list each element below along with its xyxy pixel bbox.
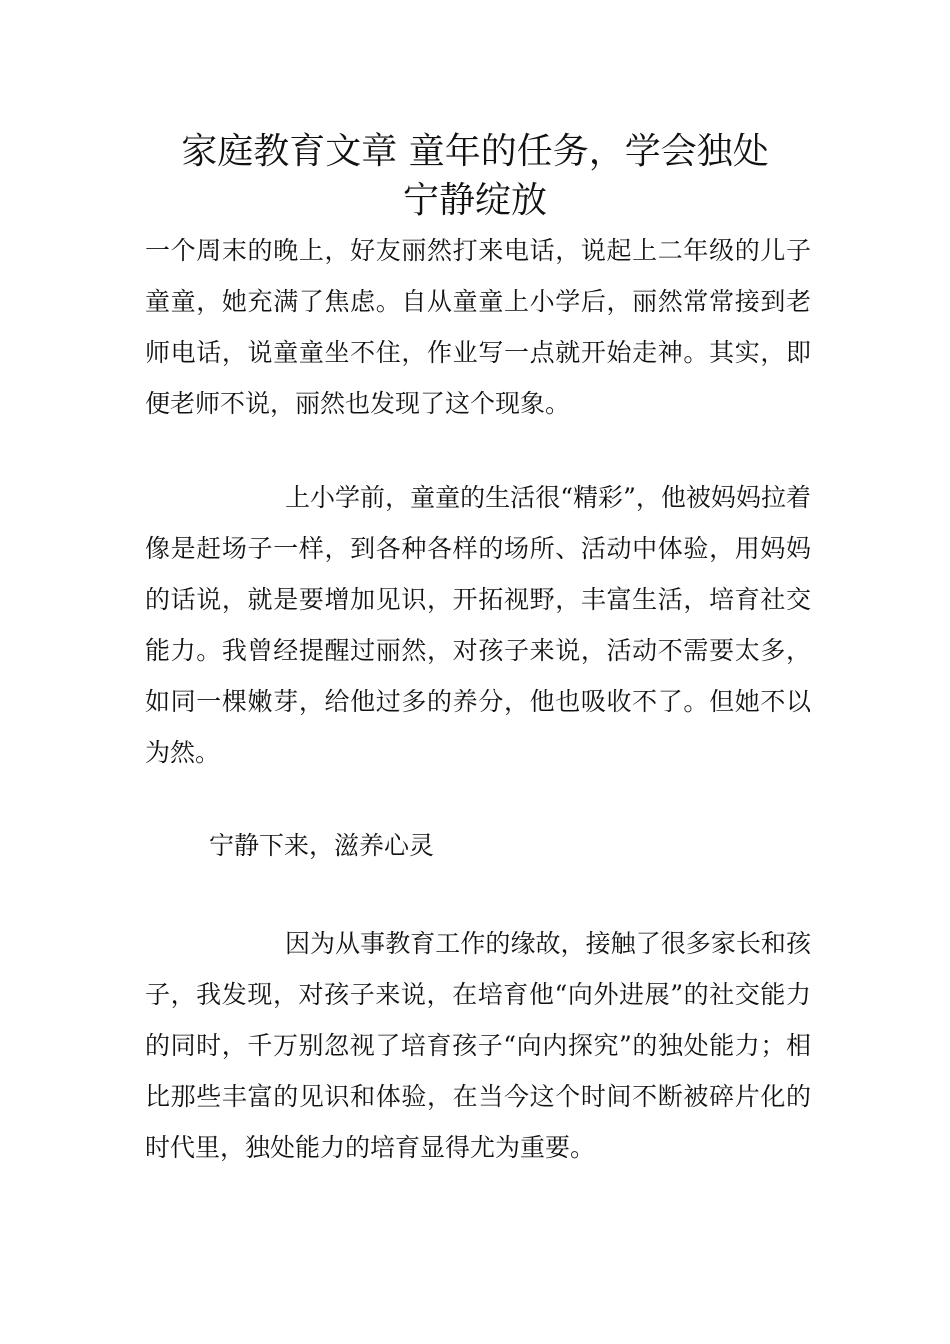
paragraph-1: 一个周末的晚上，好友丽然打来电话，说起上二年级的儿子童童，她充满了焦虑。自从童童上小学后，丽然常常接到老师电话，说童童坐不住，作业写一点就开始走神。其实，即便老师不说，丽然也发现了这个现象。 [145, 236, 811, 418]
paragraph-2: 上小学前，童童的生活很“精彩”，他被妈妈拉着像是赶场子一样，到各种各样的场所、活动中体验，用妈妈的话说，就是要增加见识，开拓视野，丰富生活，培育社交能力。我曾经提醒过丽然，对孩子来说，活动不需要太多，如同一棵嫩芽，给他过多的养分，他也吸收不了。但她不以为然。 [145, 483, 811, 767]
section-subheading: 宁静下来，滋养心灵 [209, 831, 435, 860]
paragraph-3: 因为从事教育工作的缘故，接触了很多家长和孩子，我发现，对孩子来说，在培育他“向外进展”的社交能力的同时，千万别忽视了培育孩子“向内探究”的独处能力；相比那些丰富的见识和体验，在当今这个时间不断被碎片化的时代里，独处能力的培育显得尤为重要。 [145, 929, 811, 1162]
document-title-line-2: 宁静绽放 [402, 180, 547, 221]
document-title-line-1: 家庭教育文章 童年的任务，学会独处 [181, 131, 769, 172]
